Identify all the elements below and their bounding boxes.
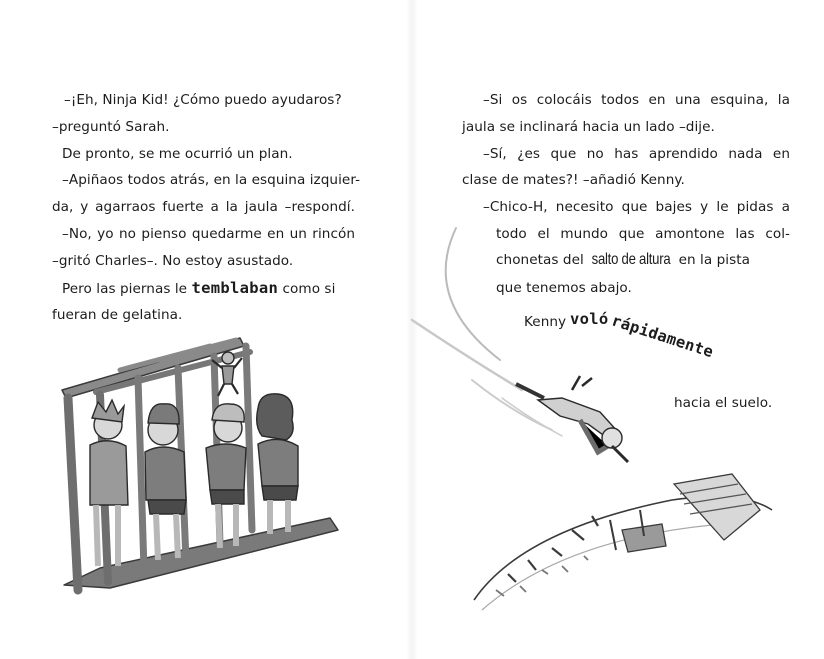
- emphasized-phrase-salto-de-altura: salto de altura: [591, 251, 671, 268]
- text-line: –Apiñaos todos atrás, en la esquina izquier-: [62, 172, 361, 188]
- text-line: –¡Eh, Ninja Kid! ¿Cómo puedo ayudaros?: [64, 92, 342, 108]
- text-line: De pronto, se me ocurrió un plan.: [62, 146, 293, 162]
- text-fragment: como si: [282, 281, 336, 297]
- text-fragment: en la pista: [678, 252, 751, 268]
- text-line: fueran de gelatina.: [52, 307, 183, 323]
- text-line: –gritó Charles–. No estoy asustado.: [52, 253, 294, 269]
- text-fragment: chonetas del: [496, 252, 584, 268]
- right-page: [412, 0, 824, 659]
- text-line: clase de mates?! –añadió Kenny.: [462, 172, 685, 188]
- kenny-name: Kenny: [524, 314, 567, 330]
- text-line: todo el mundo que amontone las col-: [496, 226, 790, 242]
- flying-kid-stadium-illustration: [412, 0, 824, 659]
- text-line: que tenemos abajo.: [496, 280, 632, 296]
- text-line: jaula se inclinará hacia un lado –dije.: [462, 119, 715, 135]
- text-line: –Sí, ¿es que no has aprendido nada en: [483, 146, 790, 162]
- text-line: –Chico-H, necesito que bajes y le pidas a: [483, 199, 790, 215]
- text-line: da, y agarraos fuerte a la jaula –respondí.: [52, 199, 355, 215]
- text-line: hacia el suelo.: [674, 395, 773, 411]
- text-line: –preguntó Sarah.: [52, 119, 170, 135]
- text-line: –Si os colocáis todos en una esquina, la: [483, 92, 790, 108]
- emphasized-word-volo: voló: [570, 310, 609, 328]
- emphasized-word-rapidamente: rápidamente: [609, 311, 716, 362]
- text-line: –No, yo no pienso quedarme en un rincón: [62, 226, 355, 242]
- emphasized-word-temblaban: temblaban: [191, 279, 279, 297]
- text-fragment: Pero las piernas le: [62, 281, 188, 297]
